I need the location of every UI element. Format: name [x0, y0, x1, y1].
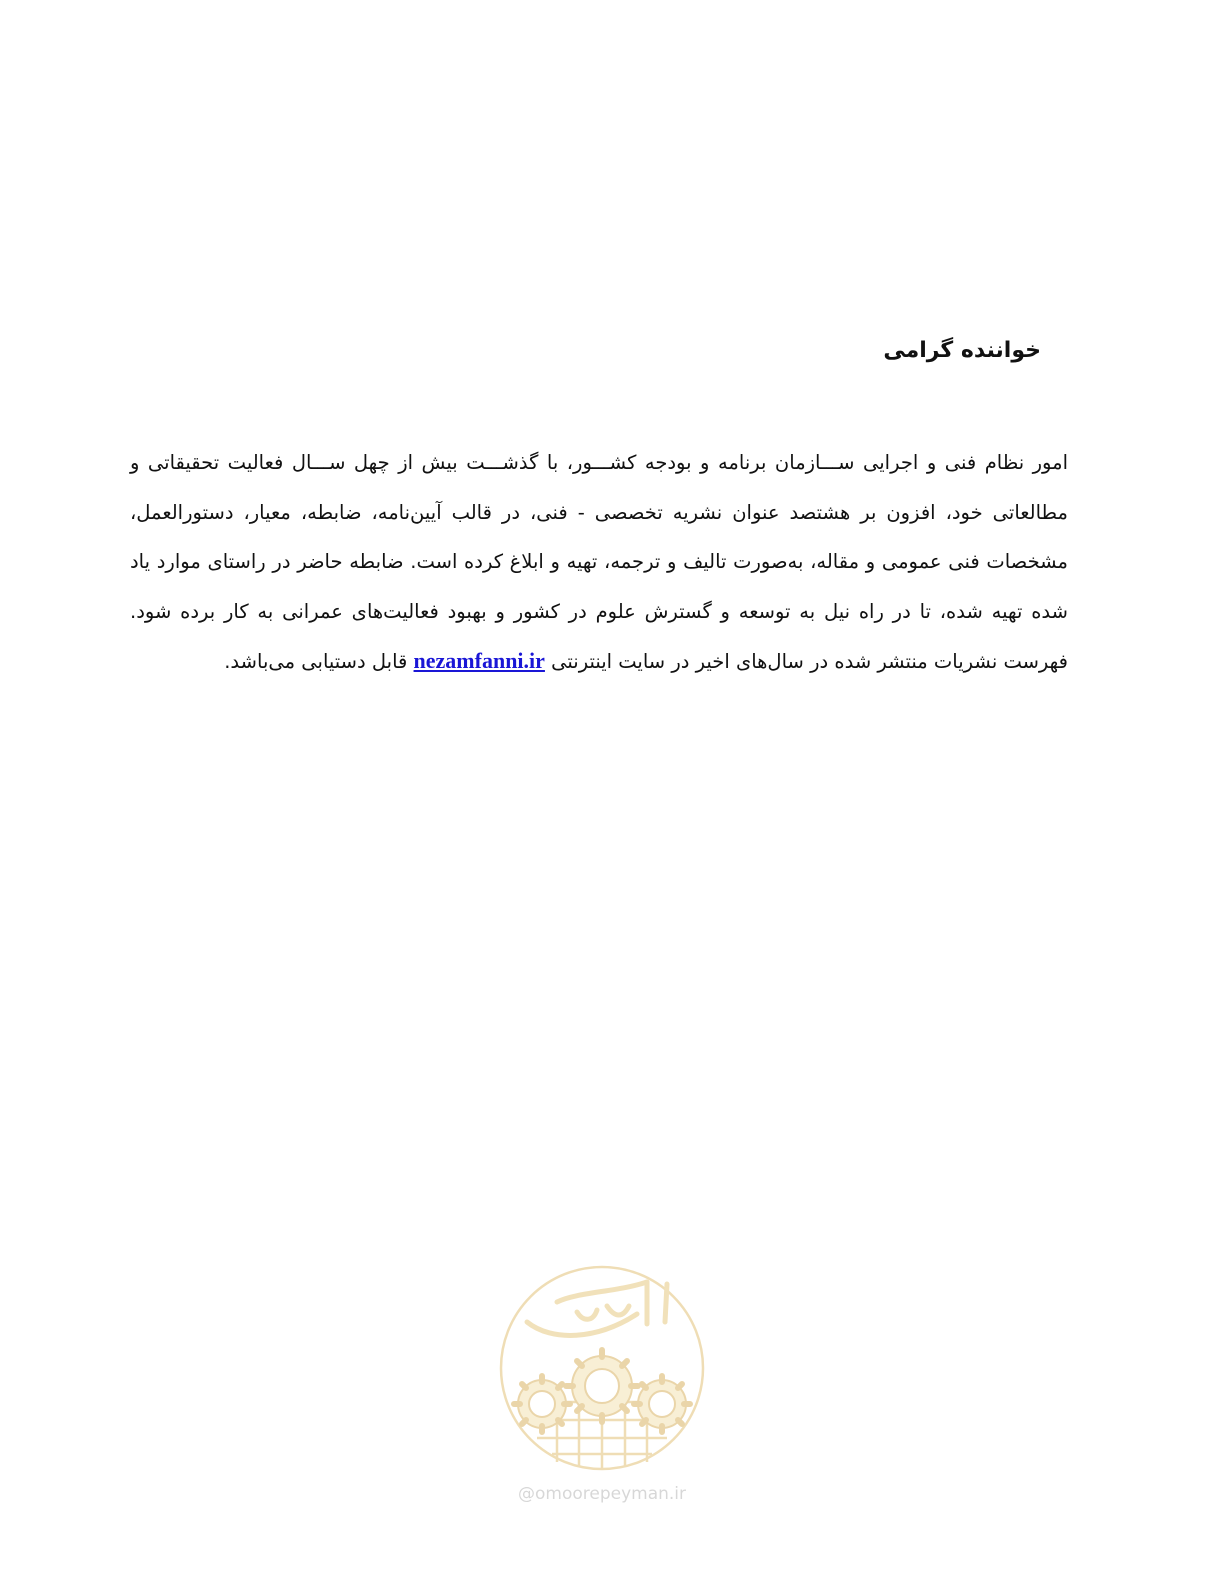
paragraph-text-end: قابل دستیابی می‌باشد.: [224, 650, 408, 673]
paragraph-text: امور نظام فنی و اجرایی ســـازمان برنامه و بودجه کشـــور، با گذشـــت بیش از چهل ســـال فعالیت تحقیقاتی و مطالعاتی خود، افزون بر هشتصد عنوان نشریه تخصصی - فنی، در قالب آیین‌نامه، ضابطه، معیار، دستورالعمل، مشخصات فنی عمومی و مقاله، به‌صورت تالیف و ترجمه، تهیه و ابلاغ کرده است. ضابطه حاضر در راستای موارد یاد شده تهیه شده، تا در راه نیل به توسعه و گسترش علوم در کشور و بهبود فعالیت‌های عمرانی به کار برده شود. فهرست نشریات منتشر شده در سال‌های اخیر در سایت اینترنتی: [130, 451, 1068, 673]
watermark-logo: [497, 1262, 707, 1512]
intro-paragraph: [130, 438, 1068, 687]
page-title: خواننده گرامی: [883, 338, 1041, 363]
watermark-caption: @omoorepeyman.ir: [517, 1484, 687, 1504]
gear-emblem-icon: [497, 1262, 707, 1477]
nezamfanni-link[interactable]: nezamfanni.ir: [413, 648, 545, 673]
